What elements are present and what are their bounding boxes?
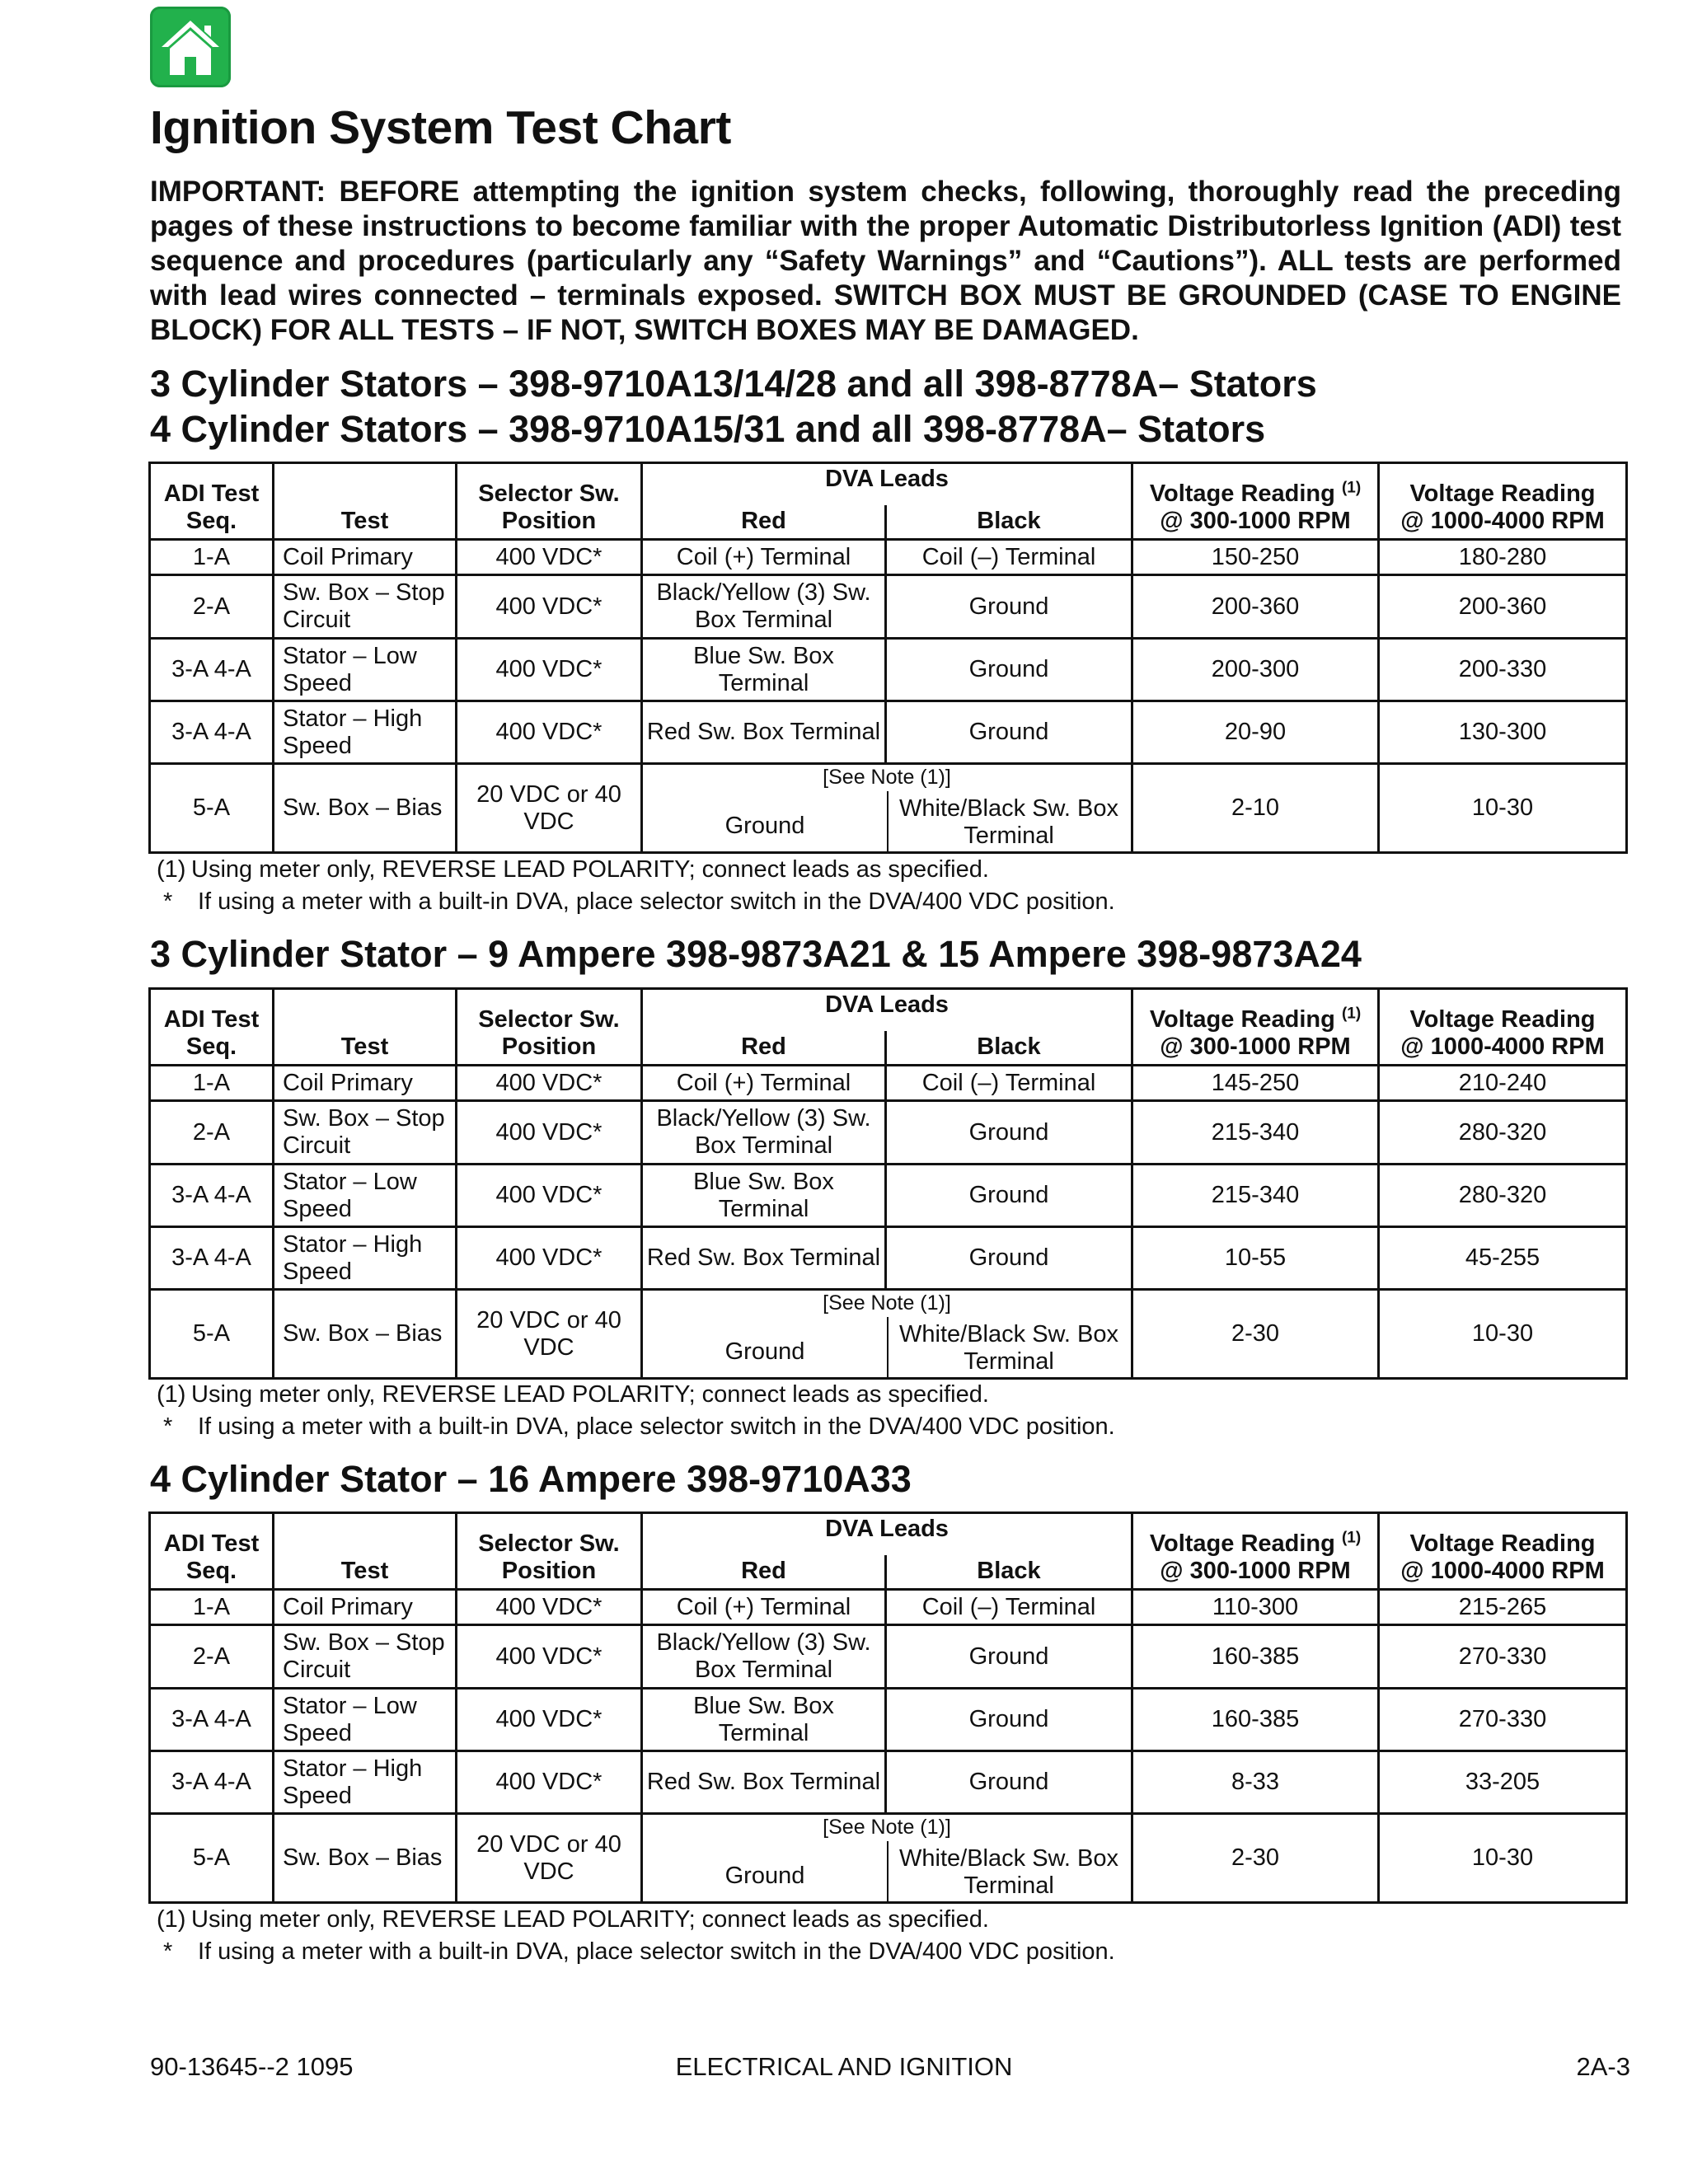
table-cell: 145-250 [1132,1066,1379,1101]
table-cell: 1-A [150,1066,274,1101]
table-cell: 200-360 [1132,575,1379,639]
table-cell: 270-330 [1379,1625,1627,1689]
bias-black-lead: White/Black Sw. Box Terminal [899,1321,1118,1375]
table-row [150,1227,1627,1290]
section-heading-2 [150,931,1362,977]
table-cell: 10-30 [1379,764,1627,853]
table-row [150,1689,1627,1751]
table-cell: Black/Yellow (3) Sw. Box Terminal [642,1625,886,1689]
table-cell: Stator – High Speed [274,1227,457,1290]
table-cell: Coil Primary [274,1590,457,1625]
bias-red-lead: Ground [724,813,805,839]
table-cell: 20 VDC or 40 VDC [457,1290,642,1379]
header-selector: Selector Sw. Position [457,463,642,540]
table-cell [642,1814,1132,1903]
footnotes-2: (1) Using meter only, REVERSE LEAD POLARITY; connect leads as specified. * If using a meter with a built-in DVA, place selector switch in the DVA/400 VDC position. [157,1381,1115,1440]
table-cell: Ground [886,1625,1132,1689]
home-icon [158,17,223,77]
header-red: Red [642,505,886,539]
table-cell: 45-255 [1379,1227,1627,1290]
table-cell: 1-A [150,540,274,575]
table-cell: Stator – Low Speed [274,639,457,701]
table-cell: Stator – High Speed [274,1751,457,1814]
table-cell: 5-A [150,764,274,853]
table-cell: Sw. Box – Stop Circuit [274,1101,457,1165]
see-note-label: [See Note (1)] [823,1816,951,1839]
table-cell: Ground [886,1689,1132,1751]
table-cell: Red Sw. Box Terminal [642,1751,886,1814]
table-cell: 400 VDC* [457,701,642,764]
table-cell: 3-A 4-A [150,1165,274,1227]
table-cell: 400 VDC* [457,1689,642,1751]
table-cell: Coil Primary [274,540,457,575]
header-dva-leads: DVA Leads [642,989,1132,1032]
table-cell: Black/Yellow (3) Sw. Box Terminal [642,1101,886,1165]
table-cell: Sw. Box – Bias [274,1290,457,1379]
table-row [150,1066,1627,1101]
table-cell: 400 VDC* [457,1227,642,1290]
table-cell: Blue Sw. Box Terminal [642,1689,886,1751]
footer-section: ELECTRICAL AND IGNITION [675,2052,1013,2081]
important-notice: IMPORTANT: BEFORE attempting the ignition system checks, following, thoroughly read the preceding pages of these instructions to become familiar with the proper Automatic Distributorless Ignition (ADI) test sequence and procedures (particularly any “Safety Warnings” and “Cautions”). ALL tests are performed with lead wires connected – terminals exposed. SWITCH BOX MUST BE GROUNDED (CASE TO ENGINE BLOCK) FOR ALL TESTS – IF NOT, SWITCH BOXES MAY BE DAMAGED. [150,176,1621,346]
footnotes-3: (1) Using meter only, REVERSE LEAD POLARITY; connect leads as specified. * If using a meter with a built-in DVA, place selector switch in the DVA/400 VDC position. [157,1906,1115,1965]
table-cell: 215-265 [1379,1590,1627,1625]
table-cell: Sw. Box – Stop Circuit [274,1625,457,1689]
table-cell: Coil (+) Terminal [642,1066,886,1101]
header-seq: ADI Test Seq. [150,1513,274,1590]
bias-red-lead: Ground [724,1338,805,1365]
section-heading-line: 4 Cylinder Stator – 16 Ampere 398-9710A33 [150,1458,912,1500]
section-heading-line: 3 Cylinder Stators – 398-9710A13/14/28 and all 398-8778A– Stators [150,363,1317,405]
header-voltage-high: Voltage Reading @ 1000-4000 RPM [1379,989,1627,1066]
table-cell: Coil (–) Terminal [886,1590,1132,1625]
table-cell: 10-30 [1379,1290,1627,1379]
table-cell: Red Sw. Box Terminal [642,701,886,764]
table-cell [642,1290,1132,1379]
table-cell: 400 VDC* [457,1751,642,1814]
table-cell: Coil (+) Terminal [642,1590,886,1625]
table-cell: 400 VDC* [457,1101,642,1165]
bias-red-lead: Ground [724,1863,805,1889]
table-row [150,701,1627,764]
table-cell: 215-340 [1132,1165,1379,1227]
table-cell: Stator – Low Speed [274,1689,457,1751]
bias-black-lead: White/Black Sw. Box Terminal [899,1845,1118,1899]
table-cell: 110-300 [1132,1590,1379,1625]
table-cell: 3-A 4-A [150,701,274,764]
table-cell: 400 VDC* [457,1165,642,1227]
table-cell: Ground [886,575,1132,639]
table-cell: Ground [886,1101,1132,1165]
table-cell: 280-320 [1379,1165,1627,1227]
table-cell: 20 VDC or 40 VDC [457,1814,642,1903]
table-cell: 400 VDC* [457,1066,642,1101]
table-row-bias [150,764,1627,853]
test-table-2 [148,987,1628,1380]
table-cell: Blue Sw. Box Terminal [642,1165,886,1227]
table-cell: Black/Yellow (3) Sw. Box Terminal [642,575,886,639]
table-cell: 5-A [150,1814,274,1903]
header-voltage-low: Voltage Reading $^{(1)}$ @ 300-1000 RPM [1132,463,1379,540]
header-voltage-high: Voltage Reading @ 1000-4000 RPM [1379,1513,1627,1590]
table-cell: Ground [886,1227,1132,1290]
table-cell: 1-A [150,1590,274,1625]
table-cell: 3-A 4-A [150,1751,274,1814]
table-cell: 270-330 [1379,1689,1627,1751]
table-cell: 5-A [150,1290,274,1379]
table-cell: 3-A 4-A [150,639,274,701]
table-cell: 280-320 [1379,1101,1627,1165]
table-row [150,1590,1627,1625]
table-cell: Ground [886,701,1132,764]
table-cell: Coil (+) Terminal [642,540,886,575]
table-row [150,540,1627,575]
table-row [150,1165,1627,1227]
table-cell: 150-250 [1132,540,1379,575]
table-cell: Sw. Box – Bias [274,1814,457,1903]
table-cell: 10-55 [1132,1227,1379,1290]
header-voltage-low: Voltage Reading $^{(1)}$ @ 300-1000 RPM [1132,1513,1379,1590]
table-cell: Stator – High Speed [274,701,457,764]
table-cell: 2-A [150,575,274,639]
table-cell: Ground [886,1165,1132,1227]
footer-doc-number: 90-13645--2 1095 [150,2052,354,2081]
table-cell: 2-30 [1132,1290,1379,1379]
see-note-label: [See Note (1)] [823,766,951,789]
section-heading-line: 3 Cylinder Stator – 9 Ampere 398-9873A21 & 15 Ampere 398-9873A24 [150,933,1362,975]
see-note-label: [See Note (1)] [823,1291,951,1315]
table-cell: 33-205 [1379,1751,1627,1814]
header-voltage-low: Voltage Reading $^{(1)}$ @ 300-1000 RPM [1132,989,1379,1066]
bias-black-lead: White/Black Sw. Box Terminal [899,795,1118,849]
table-cell: 2-10 [1132,764,1379,853]
table-cell: Red Sw. Box Terminal [642,1227,886,1290]
section-heading-line: 4 Cylinder Stators – 398-9710A15/31 and all 398-8778A– Stators [150,408,1266,450]
table-cell: 2-A [150,1101,274,1165]
table-cell: 3-A 4-A [150,1227,274,1290]
header-red: Red [642,1555,886,1589]
header-seq: ADI Test Seq. [150,989,274,1066]
header-red: Red [642,1031,886,1065]
table-row [150,639,1627,701]
table-cell [642,764,1132,853]
table-cell: 2-30 [1132,1814,1379,1903]
table-cell: 200-330 [1379,639,1627,701]
header-dva-leads: DVA Leads [642,1513,1132,1556]
header-black: Black [886,505,1132,539]
table-cell: 400 VDC* [457,639,642,701]
page-title: Ignition System Test Chart [150,101,731,154]
table-cell: Sw. Box – Stop Circuit [274,575,457,639]
table-cell: 200-360 [1379,575,1627,639]
table-cell: Ground [886,639,1132,701]
header-selector: Selector Sw. Position [457,989,642,1066]
table-cell: Sw. Box – Bias [274,764,457,853]
table-cell: 400 VDC* [457,1590,642,1625]
table-row [150,1101,1627,1165]
table-row [150,1751,1627,1814]
table-cell: Blue Sw. Box Terminal [642,639,886,701]
header-test: Test [274,989,457,1066]
header-black: Black [886,1555,1132,1589]
table-cell: 400 VDC* [457,540,642,575]
section-heading-1 [150,361,1317,452]
header-test: Test [274,463,457,540]
header-seq: ADI Test Seq. [150,463,274,540]
table-cell: 400 VDC* [457,1625,642,1689]
home-button[interactable] [150,7,231,87]
table-cell: 3-A 4-A [150,1689,274,1751]
table-cell: 200-300 [1132,639,1379,701]
table-cell: 180-280 [1379,540,1627,575]
header-black: Black [886,1031,1132,1065]
table-cell: Coil (–) Terminal [886,1066,1132,1101]
table-cell: 210-240 [1379,1066,1627,1101]
table-cell: 2-A [150,1625,274,1689]
table-row-bias [150,1290,1627,1379]
table-cell: Ground [886,1751,1132,1814]
table-cell: Coil (–) Terminal [886,540,1132,575]
header-test: Test [274,1513,457,1590]
table-cell: 215-340 [1132,1101,1379,1165]
table-cell: Coil Primary [274,1066,457,1101]
table-cell: 160-385 [1132,1689,1379,1751]
footer-page-number: 2A-3 [1576,2052,1630,2081]
section-heading-3 [150,1456,912,1502]
table-cell: 20-90 [1132,701,1379,764]
table-cell: 400 VDC* [457,575,642,639]
table-row [150,575,1627,639]
table-cell: 130-300 [1379,701,1627,764]
table-cell: 20 VDC or 40 VDC [457,764,642,853]
test-table-1 [148,462,1628,854]
test-table-3 [148,1511,1628,1904]
table-cell: 8-33 [1132,1751,1379,1814]
header-voltage-high: Voltage Reading @ 1000-4000 RPM [1379,463,1627,540]
header-selector: Selector Sw. Position [457,1513,642,1590]
footnotes-1: (1) Using meter only, REVERSE LEAD POLARITY; connect leads as specified. * If using a meter with a built-in DVA, place selector switch in the DVA/400 VDC position. [157,856,1115,915]
table-row-bias [150,1814,1627,1903]
table-cell: 160-385 [1132,1625,1379,1689]
header-dva-leads: DVA Leads [642,463,1132,506]
table-row [150,1625,1627,1689]
table-cell: Stator – Low Speed [274,1165,457,1227]
table-cell: 10-30 [1379,1814,1627,1903]
